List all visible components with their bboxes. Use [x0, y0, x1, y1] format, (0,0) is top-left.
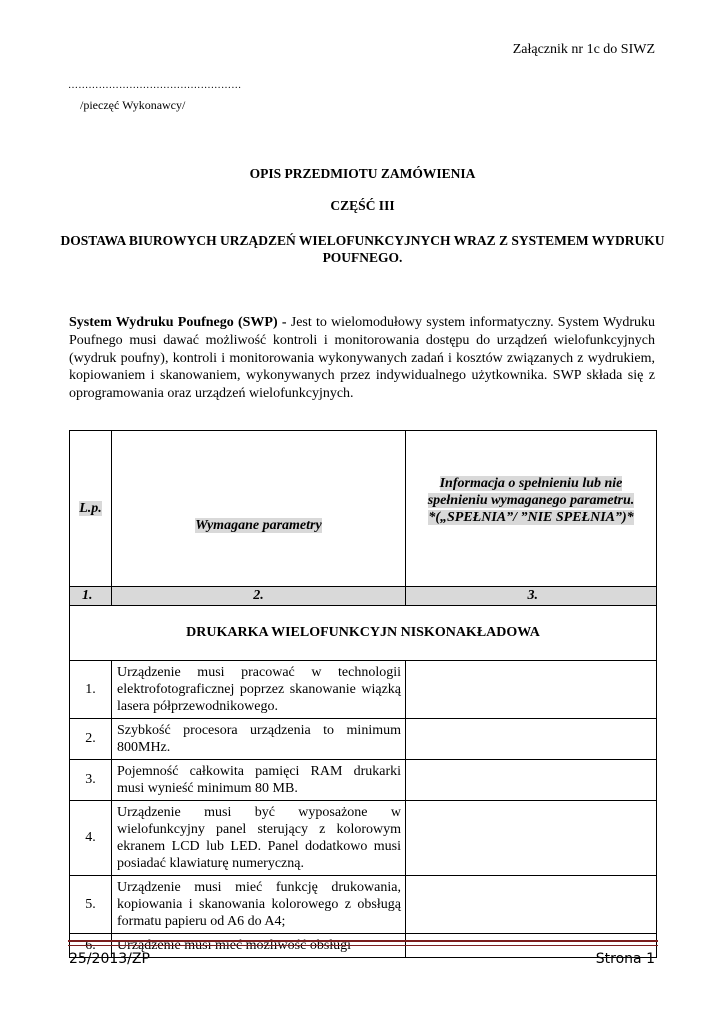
row-answer-cell: [406, 661, 657, 719]
col-number-1: 1.: [70, 587, 112, 606]
attachment-label: Załącznik nr 1c do SIWZ: [512, 42, 655, 57]
section-row: [70, 606, 657, 661]
col-number-3: 3.: [406, 587, 657, 606]
footer-divider: [68, 940, 658, 946]
header-params: Wymagane parametry: [112, 431, 406, 587]
row-answer-cell: [406, 719, 657, 760]
intro-text: Jest to wielomodułowy system informatyczny. System Wydruku Poufnego musi dawać możliwość kontroli i monitorowania dostępu do urządzeń wielofunkcyjnych (wydruk poufny), kontroli i monitorowania wykonywanych zadań i kosztów związanych z wydrukiem, kopiowaniem i skanowaniem, wykonywanych przez indywidualnego użytkownika. SWP składa się z oprogramowania oraz urządzeń wielofunkcyjnych.: [69, 315, 656, 402]
row-answer-cell: [406, 760, 657, 801]
table-row: [70, 801, 657, 876]
page-number: Strona 1: [595, 951, 655, 967]
col-number-2: 2.: [112, 587, 406, 606]
header-info-line1: Informacja o spełnieniu lub nie: [439, 476, 623, 491]
row-number: 4.: [70, 801, 112, 876]
document-title: OPIS PRZEDMIOTU ZAMÓWIENIA: [249, 166, 476, 181]
row-number: 3.: [70, 760, 112, 801]
header-info-line2: spełnieniu wymaganego parametru.: [427, 493, 635, 508]
intro-paragraph: [69, 314, 655, 403]
part-title: CZĘŚĆ III: [330, 198, 395, 213]
subject-title: DOSTAWA BIUROWYCH URZĄDZEŃ WIELOFUNKCYJNYCH WRAZ Z SYSTEMEM WYDRUKU POUFNEGO.: [60, 233, 665, 265]
row-requirement: Urządzenie musi pracować w technologii elektrofotograficznej poprzez skanowanie wiązką lasera półprzewodnikowego.: [112, 661, 406, 719]
row-number: 5.: [70, 876, 112, 934]
document-number: 25/2013/ZP: [69, 951, 150, 967]
table-row: [70, 719, 657, 760]
table-row: [70, 876, 657, 934]
table-row: [70, 661, 657, 719]
row-answer-cell: [406, 801, 657, 876]
row-requirement: Szybkość procesora urządzenia to minimum 800MHz.: [112, 719, 406, 760]
header-info-line3: *(„SPEŁNIA”/ ”NIE SPEŁNIA”)*: [428, 510, 634, 525]
row-number: 2.: [70, 719, 112, 760]
row-requirement: Urządzenie musi mieć funkcję drukowania, kopiowania i skanowania kolorowego z obsługą formatu papieru od A6 do A4;: [112, 876, 406, 934]
requirements-table: [69, 430, 657, 958]
row-number: 1.: [70, 661, 112, 719]
header-info: [406, 431, 657, 587]
row-requirement: Urządzenie musi być wyposażone w wielofunkcyjny panel sterujący z kolorowym ekranem LCD lub LED. Panel dodatkowo musi posiadać klawiaturę numeryczną.: [112, 801, 406, 876]
section-title: DRUKARKA WIELOFUNKCYJN NISKONAKŁADOWA: [70, 606, 657, 661]
table-header-row: [70, 431, 657, 587]
header-lp: L.p.: [70, 431, 112, 587]
row-requirement: Pojemność całkowita pamięci RAM drukarki musi wynieść minimum 80 MB.: [112, 760, 406, 801]
row-number: 6.: [70, 934, 112, 958]
table-row: [70, 760, 657, 801]
row-requirement: Urządzenie musi mieć możliwość obsługi: [112, 934, 406, 958]
seal-dotted-line: ……………………………………………: [68, 80, 242, 91]
intro-bold-term: System Wydruku Poufnego (SWP) -: [69, 315, 287, 330]
column-number-row: [70, 587, 657, 606]
row-answer-cell: [406, 876, 657, 934]
seal-label: /pieczęć Wykonawcy/: [80, 98, 186, 112]
